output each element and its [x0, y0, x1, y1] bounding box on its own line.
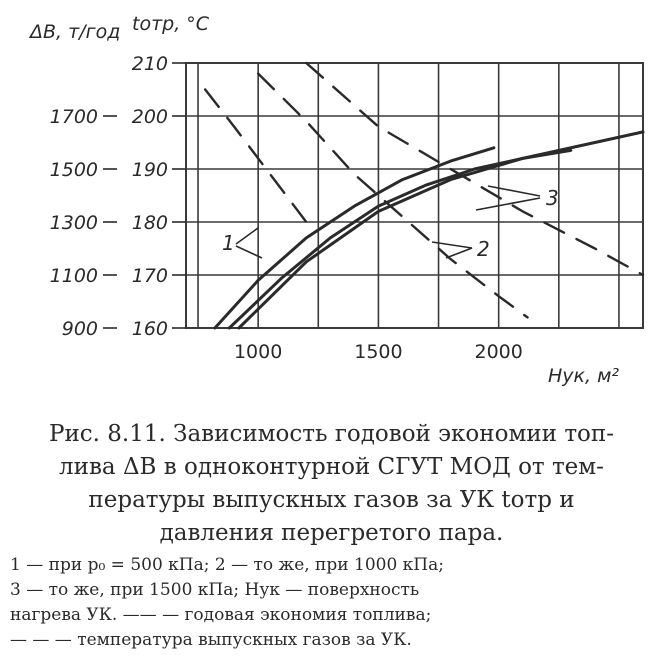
callout-label: 1 — [222, 231, 235, 255]
caption-line-4: давления перегретого пара. — [159, 520, 504, 546]
y-left-tick-label: 1700 — [49, 106, 98, 128]
caption-line-2: лива ΔB в одноконтурной СГУТ МОД от тем- — [59, 454, 604, 480]
callout-leader — [476, 198, 540, 210]
legend-line-3: нагрева УК. —— — годовая экономия топлива; — [10, 605, 432, 625]
legend-notes — [10, 553, 655, 653]
callouts — [222, 186, 559, 261]
caption-line-1: Рис. 8.11. Зависимость годовой экономии топ- — [48, 421, 614, 447]
series-lines — [205, 63, 643, 328]
series-3-solid — [239, 132, 643, 328]
y-left-tick-label: 1300 — [49, 212, 98, 234]
x-tick-label: 1000 — [233, 341, 283, 363]
y-left-tick-label: 900 — [61, 318, 98, 340]
y-right-tick-label: 200 — [131, 106, 168, 128]
legend-line-4: — — — температура выпускных газов за УК. — [10, 630, 412, 650]
y-right-axis-label: tотр, °C — [132, 13, 210, 35]
caption-line-3: пературы выпускных газов за УК tотр и — [88, 487, 575, 513]
x-axis-label: Hук, м² — [548, 365, 620, 387]
y-left-tick-label: 1100 — [49, 265, 98, 287]
legend-line-2: 3 — то же, при 1500 кПа; Hук — поверхность — [10, 580, 420, 600]
y-right-tick-label: 190 — [131, 159, 168, 181]
series-2-solid — [229, 150, 571, 328]
callout-label: 2 — [477, 237, 490, 261]
y-right-tick-label: 180 — [131, 212, 168, 234]
figure-caption — [10, 418, 653, 550]
y-right-tick-label: 170 — [131, 265, 168, 287]
y-right-tick-label: 160 — [131, 318, 168, 340]
tick-labels — [50, 53, 523, 363]
callout-label: 3 — [546, 186, 559, 210]
y-left-axis-label: ΔB, т/год — [30, 21, 121, 43]
series-2-dashed — [258, 74, 527, 318]
callout-leader — [236, 228, 258, 244]
x-tick-label: 2000 — [474, 341, 523, 363]
series-1-dashed — [205, 90, 306, 223]
callout-leader — [446, 248, 472, 258]
y-right-tick-label: 210 — [131, 53, 168, 75]
y-left-tick-label: 1500 — [49, 159, 98, 181]
legend-line-1: 1 — при p₀ = 500 кПа; 2 — то же, при 1000 кПа; — [10, 555, 444, 575]
x-tick-label: 1500 — [354, 341, 403, 363]
